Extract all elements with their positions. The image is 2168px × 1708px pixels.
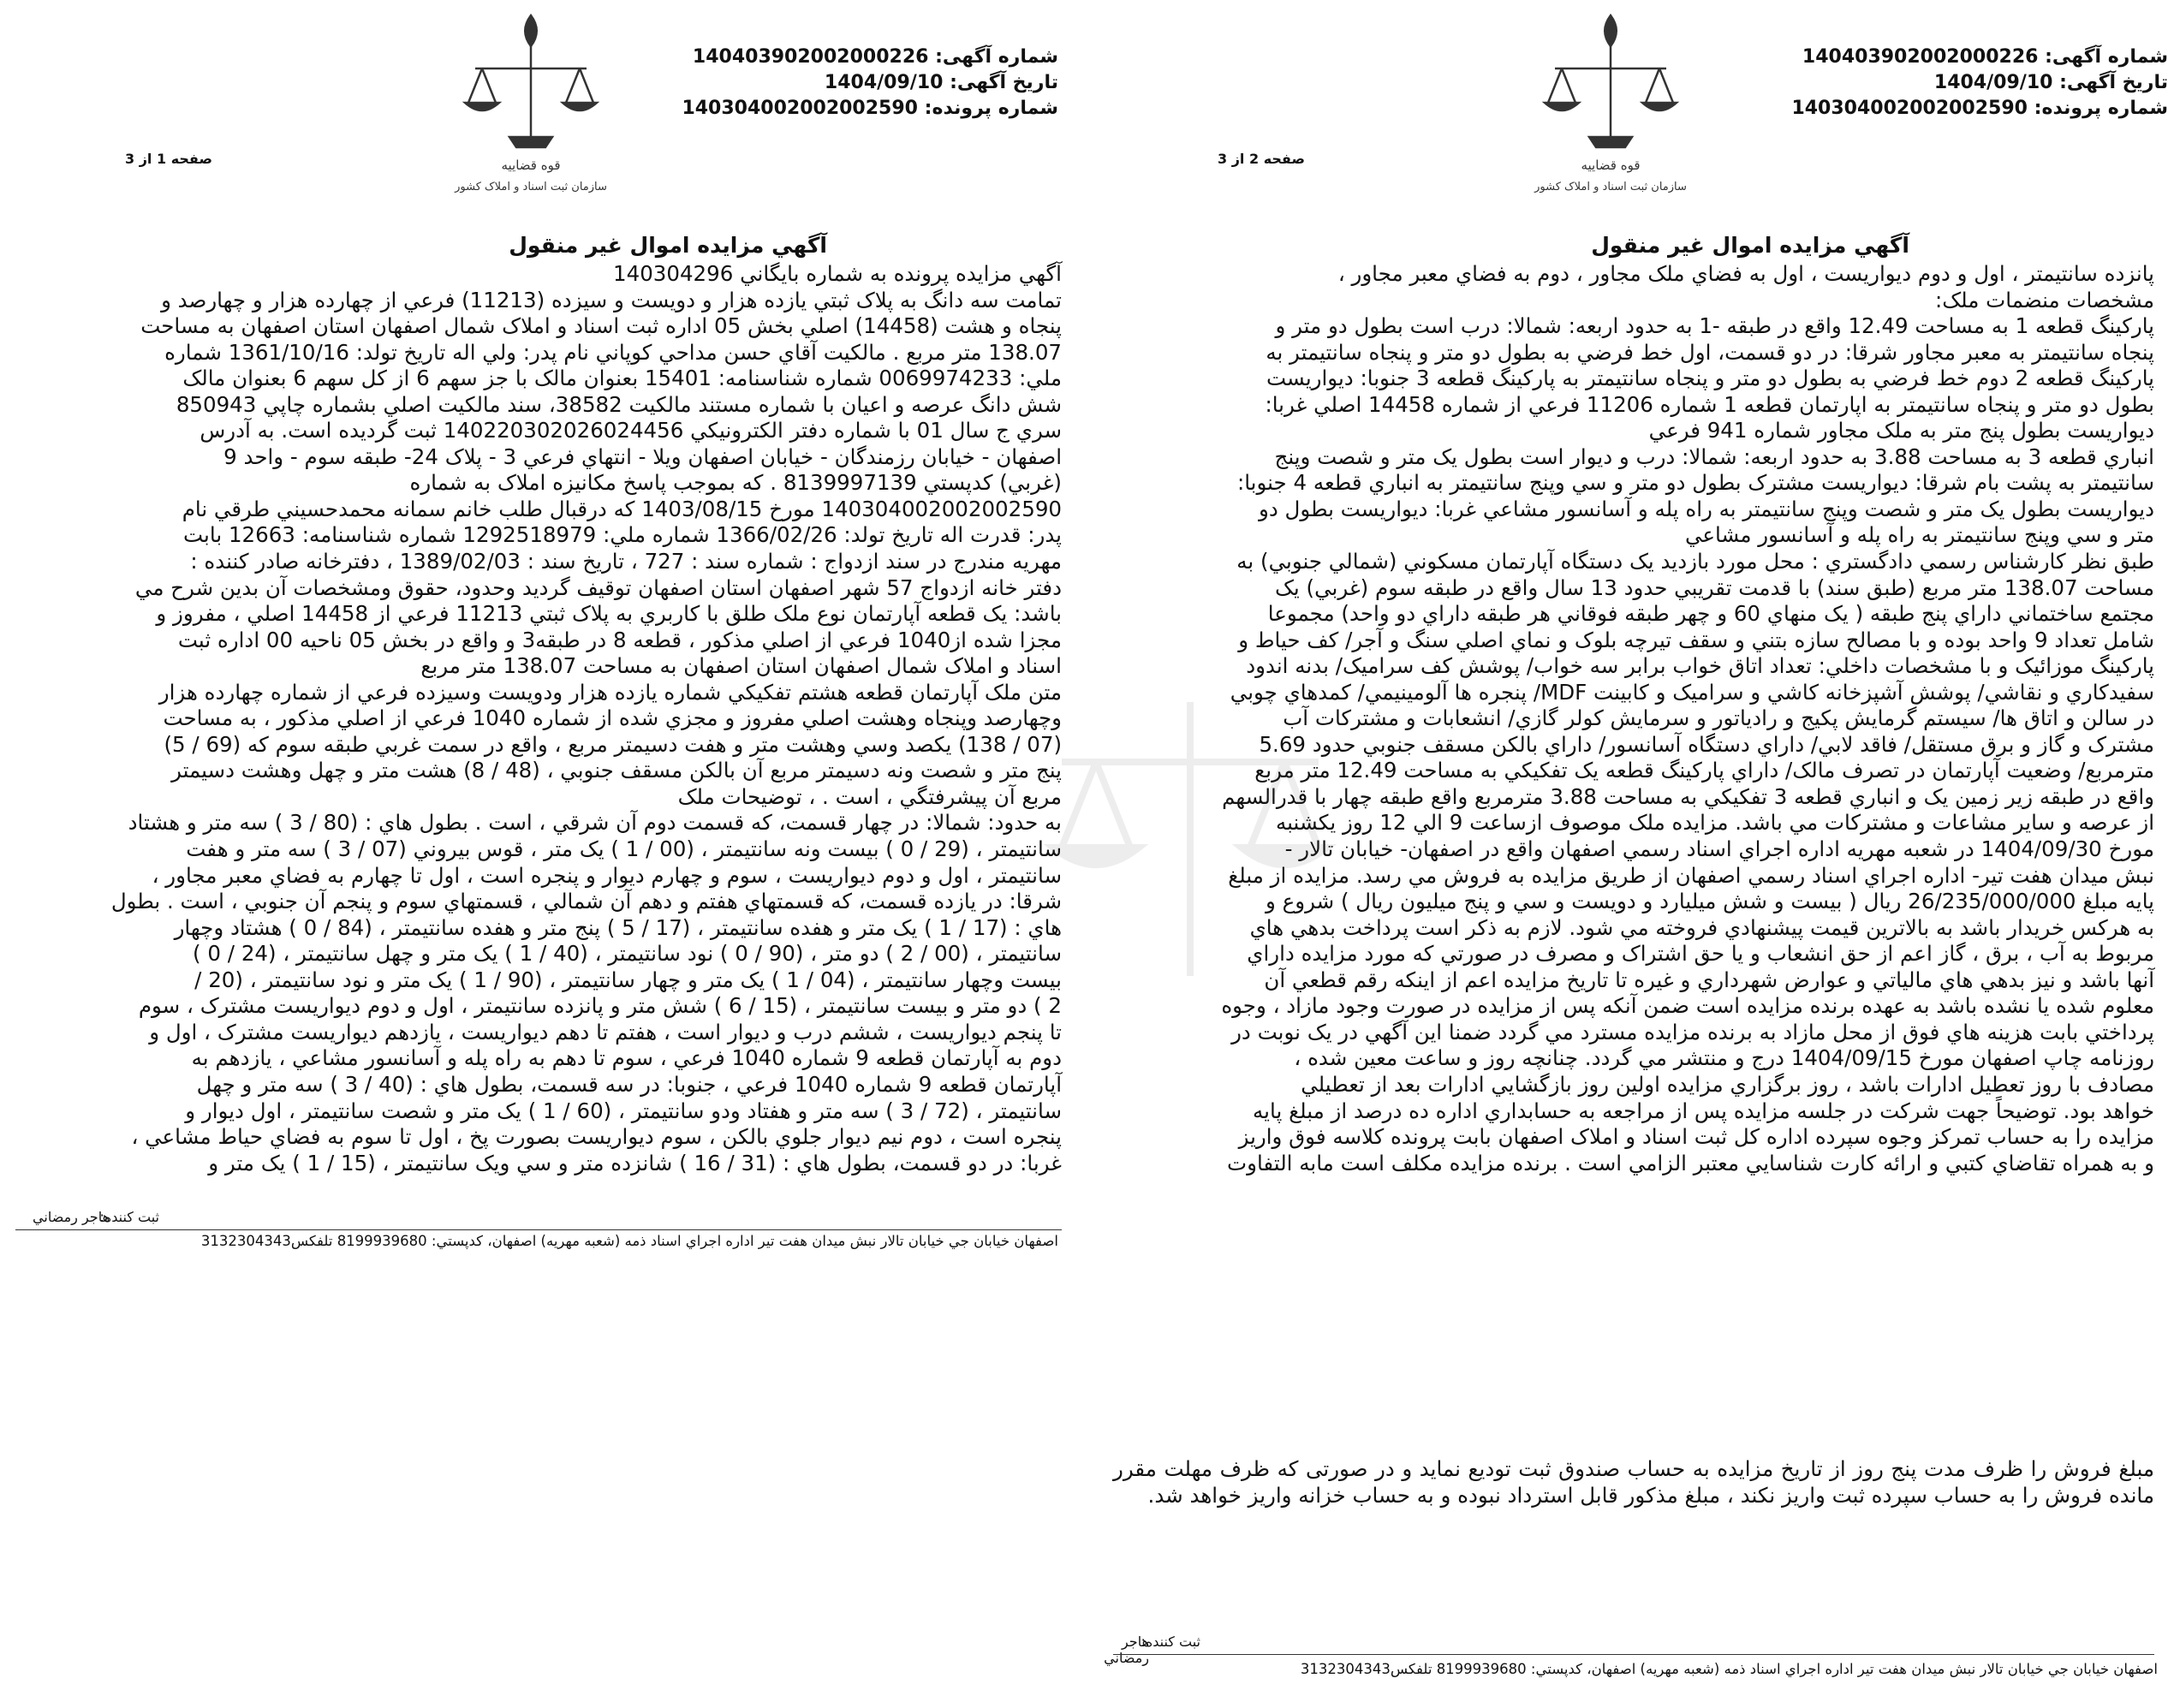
text-line: شرقا: در يازده قسمت، که قسمتهاي هفتم و دهم آن شمالي ، قسمتهاي سوم و پنجم آن جنوبي ، است . بطول <box>110 889 1062 914</box>
ad-meta <box>1791 45 2168 122</box>
registrar-label: ثبت کننده: <box>99 1209 159 1225</box>
text-line: مساحت 138.07 متر مربع (طبق سند) با قدمت تقريبي حدود 13 سال واقع در طبقه سوم (غربي) يک <box>1274 574 2154 600</box>
ad-number-label: شماره آگهی: <box>935 46 1058 68</box>
text-line: ديواريست بطول يک متر و شصت وپنج سانتيمتر به راه پله و آسانسور مشاعي غربا: ديواريست بطول دو <box>1258 496 2154 521</box>
footer-divider <box>1113 1654 2154 1655</box>
text-line: آپارتمان قطعه 9 شماره 1040 فرعي ، جنوبا: در سه قسمت، بطول هاي : (40 / 3 ) سه متر و چهل <box>196 1071 1062 1097</box>
text-line: دوم به آپارتمان قطعه 9 شماره 1040 فرعي ، سوم تا دهم به راه پله و آسانسور مشاعي ، يازدهم به <box>191 1045 1062 1071</box>
text-line: بطول دو متر و پنجاه سانتيمتر به اپارتمان قطعه 1 شماره 11206 فرعي از شماره 14458 اصلي غربا: <box>1265 391 2154 417</box>
text-line: (07 / 138) يکصد وسي وهشت متر و هفت دسيمتر مربع ، واقع در سمت غربي طبقه سوم که (69 / 5) <box>164 731 1062 757</box>
svg-text:قوه قضاییه: قوه قضاییه <box>1581 158 1641 173</box>
text-line: هاي : (17 / 1 ) يک متر و هفده سانتيمتر ، (17 / 5 ) پنج متر و هفده سانتيمتر ، (84 / 0 ) هشتاد وچهار <box>174 914 1062 940</box>
svg-text:سازمان ثبت اسناد و املاک کشور: سازمان ثبت اسناد و املاک کشور <box>455 181 607 193</box>
text-line: غربا: در دو قسمت، بطول هاي : (31 / 16 ) شانزده متر و سي ويک سانتيمتر ، (15 / 1 ) يک متر و <box>208 1150 1062 1175</box>
text-line: روزنامه چاپ اصفهان مورخ 1404/09/15 درج و منتشر مي گردد. چنانچه روز و ساعت معين شده ، <box>1294 1045 2154 1071</box>
text-line: پنجره است ، دوم نيم ديوار جلوي بالکن ، سوم ديواريست بصورت پخ ، اول تا سوم به فضاي حياط مشاعي ، <box>131 1124 1062 1150</box>
ad-number: 140403902002000226 <box>1802 46 2039 68</box>
registrar-label: ثبت کننده: <box>1141 1634 1200 1650</box>
footer-address: اصفهان خيابان جي خيابان تالار نبش ميدان هفت تير اداره اجراي اسناد ذمه (شعبه مهريه) اصفهان، کدپستي: 8199939680 تلفکس3132304343 <box>200 1233 1058 1249</box>
case-number: 140304002002002590 <box>682 98 918 119</box>
text-line: سانتيمتر ، اول و دوم ديواريست ، سوم و چهارم ديوار و پنجره است ، اول تا چهارم به فضاي معبر مجاور ، <box>152 862 1062 888</box>
page-indicator: صفحه 1 از 3 <box>125 151 212 167</box>
text-line: اصفهان - خيابان رزمندگان - خيابان اصفهان ويلا - انتهاي فرعي 3 - پلاک 24- طبقه سوم - واحد 9 <box>223 443 1062 469</box>
text-line: انباري قطعه 3 به مساحت 3.88 به حدود اربعه: شمالا: درب و ديوار است بطول يک متر و شصت وپنج <box>1274 443 2154 469</box>
text-line: پدر: قدرت اله تاريخ تولد: 1366/02/26 شماره ملي: 1292518979 شماره شناسنامه: 12663 بابت <box>183 522 1062 548</box>
closing-paragraph: مبلغ فروش را ظرف مدت پنج روز از تاريخ مزايده به حساب صندوق ثبت توديع نمايد و در صورتی که ظرف مهلت مقرر مانده فروش را به حساب سپرده ثبت واريز نکند ، مبلغ مذکور قابل استرداد نبوده و به حساب خزانه واريز خواهد شد. <box>1113 1456 2154 1508</box>
text-line: خواهد بود. توضيحاً جهت شرکت در جلسه مزايده پس از مراجعه به حسابداري اداره ده درصد از مبلغ پايه <box>1253 1098 2154 1123</box>
text-line: دفتر خانه ازدواج 57 شهر اصفهان استان اصفهان توقيف گرديد وحدود، حقوق ومشخصات آن بدين شرح مي <box>134 574 1062 600</box>
text-line: متن ملک آپارتمان قطعه هشتم تفکيکي شماره يازده هزار ودويست وسيزده فرعي از شماره چهارده هزار <box>158 679 1062 705</box>
text-line: تمامت سه دانگ به پلاک ثبتي يازده هزار و دويست و سيزده (11213) فرعي از چهارده هزار و چهارصد و <box>161 287 1062 312</box>
text-line: شش دانگ عرصه و اعيان با شماره مستند مالکيت 38582، سند مالکيت اصلي بشماره چاپي 850943 <box>176 391 1062 417</box>
text-line: باشد: يک قطعه آپارتمان نوع ملک طلق با کاربري به پلاک ثبتي 11213 فرعي از 14458 اصلي ، مفروز و <box>156 601 1062 627</box>
text-line: پارکينگ موزائيک و با مشخصات داخلي: تعداد اتاق خواب برابر سه خواب/ پوشش کف سراميک/ بدنه اندود <box>1246 653 2154 679</box>
text-line: از عرصه و ساير مشاعات و مشترکات مي باشد. مزايده ملک موصوف ازساعت 9 الي 12 روز يکشنبه <box>1276 810 2154 836</box>
text-line: مجتمع ساختماني داراي پنج طبقه ( يک منهاي 60 و چهر طبقه فوقاني هر طبقه داراي دو واحد) مجموعا <box>1267 601 2154 627</box>
text-line: مشترک و گاز و برق مستقل/ فاقد لابي/ داراي دستگاه آسانسور/ داراي بالکن مسقف جنوبي حدود 5.69 <box>1259 731 2154 757</box>
text-line: (غربي) کدپستي 8139997139 . که بموجب پاسخ مکانيزه املاک به شماره <box>409 470 1062 496</box>
text-line: سري ج سال 01 با شماره دفتر الکترونيکي 140220302026024456 ثبت گرديده است. به آدرس <box>200 418 1062 443</box>
text-line: پارکينگ قطعه 1 به مساحت 12.49 واقع در طبقه -1 به حدود اربعه: شمالا: درب است بطول دو متر و <box>1275 313 2154 339</box>
registrar-name: هاجر رمضاني <box>1104 1634 1149 1666</box>
ad-date-label: تاریخ آگهی: <box>2059 72 2168 93</box>
text-line: تا پنجم ديواريست ، ششم درب و ديوار است ، هفتم تا دهم ديواريست ، يازدهم ديواريست مشترک ، اول و <box>149 1019 1062 1044</box>
text-line: نبش ميدان هفت تير- اداره اجراي اسناد رسمي اصفهان از طريق مزايده به فروش مي رسد. مزايده از مبلغ <box>1228 862 2154 888</box>
svg-text:قوه قضاییه: قوه قضاییه <box>501 158 561 173</box>
text-line: بيست وچهار سانتيمتر ، (04 / 1 ) يک متر و چهار سانتيمتر ، (90 / 1 ) يک متر و نود سانتيمتر ، (20 / <box>194 967 1062 992</box>
text-line: طبق نظر کارشناس رسمي دادگستري : محل مورد بازديد يک دستگاه آپارتمان مسکوني (شمالي جنوبي) به <box>1236 549 2154 574</box>
text-line: مورخ 1404/09/30 در شعبه مهريه اداره اجراي اسناد رسمي اصفهان واقع در اصفهان- خيابان تالار - <box>1284 836 2154 862</box>
text-line: مشخصات منضمات ملک: <box>1934 287 2154 312</box>
ad-number: 140403902002000226 <box>692 46 929 68</box>
judiciary-emblem-icon <box>450 9 612 201</box>
text-line: سانتيمتر ، (72 / 3 ) سه متر و هفتاد ودو سانتيمتر ، (60 / 1 ) يک متر و شصت سانتيمتر ، اول ديوار و <box>185 1098 1062 1123</box>
text-line: مصادف با روز تعطيل ادارات باشد ، روز برگزاري مزايده اولين روز بازگشايي ادارات بعد از تعطيلي <box>1301 1071 2154 1097</box>
text-line: وچهارصد وپنجاه وهشت اصلي مفروز و مجزي شده از شماره 1040 فرعي از اصلي مذکور ، به مساحت <box>163 705 1062 731</box>
text-line: سانتيمتر به پشت بام شرقا: ديواريست مشترک بطول دو متر و سي وپنج سانتيمتر به انباري قطعه 4 جنوبا: <box>1236 470 2154 496</box>
announcement-title: آگهي مزايده اموال غير منقول <box>509 233 827 258</box>
text-line: پرداختي بابت هزينه هاي فوق از محل مازاد به برنده مزايده مسترد مي گردد ضمنا اين آگهي در يک نوبت در <box>1231 1019 2154 1044</box>
announcement-title: آگهي مزايده اموال غير منقول <box>1591 233 1909 258</box>
ad-date-label: تاریخ آگهی: <box>950 72 1058 93</box>
text-line: 2 ) دو متر و بيست سانتيمتر ، (15 / 6 ) شش متر و پانزده سانتيمتر ، اول و دوم ديواريست مشترک ، سوم <box>138 993 1062 1019</box>
text-line: اسناد و املاک شمال اصفهان استان اصفهان به مساحت 138.07 متر مربع <box>420 653 1062 679</box>
text-line: پنج متر و شصت ونه دسيمتر مربع آن بالکن مسقف جنوبي ، (48 / 8) هشت متر و چهل وهشت دسيمتر <box>171 758 1062 783</box>
ad-number-label: شماره آگهی: <box>2045 46 2168 68</box>
ad-date: 1404/09/10 <box>824 72 944 93</box>
text-line: پايه مبلغ 26/235/000/000 ريال ( بيست و شش ميليارد و دويست و سي و پنج ميليون ريال ) شروع و <box>1266 889 2154 914</box>
announcement-body <box>15 261 1062 1176</box>
ad-meta <box>682 45 1058 122</box>
text-line: متر و سي وپنج سانتيمتر به راه پله و آسانسور مشاعي <box>1685 522 2154 548</box>
registrar-name: هاجر رمضاني <box>33 1209 110 1225</box>
text-line: به هرکس خريدار باشد به بالاترين قيمت پيشنهادي فروخته مي شود. لازم به ذکر است پرداخت بدهي هاي <box>1249 914 2154 940</box>
text-line: به حدود: شمالا: در چهار قسمت، که قسمت دوم آن شرقي ، است . بطول هاي : (80 / 3 ) سه متر و هشتاد <box>128 810 1062 836</box>
text-line: مزايده را به حساب تمرکز وجوه سپرده اداره کل ثبت اسناد و املاک اصفهان بابت پرونده کلاسه فوق واريز <box>1238 1124 2154 1150</box>
text-line: پنجاه و هشت (14458) اصلي بخش 05 اداره ثبت اسناد و املاک شمال اصفهان استان اصفهان به مساحت <box>140 313 1062 339</box>
text-line: پنجاه سانتيمتر به معبر مجاور شرقا: در دو قسمت، اول خط فرضي به بطول دو متر و پنجاه سانتيمتر به <box>1266 339 2154 365</box>
text-line: سفيدکاري و نقاشي/ پوشش آشپزخانه کاشي و سراميک و کابينت MDF/ پنجره ها آلومينيمي/ کمدهاي چوبي <box>1230 679 2154 705</box>
text-line: پانزده سانتيمتر ، اول و دوم ديواريست ، اول به فضاي ملک مجاور ، دوم به فضاي معبر مجاور ، <box>1337 261 2154 286</box>
text-line: مربع آن پيشرفتگي ، است . ، توضيحات ملک <box>677 783 1062 809</box>
text-line: مربوط به آب ، برق ، گاز اعم از حق انشعاب و يا حق اشتراک و مصرف در صورتي که مورد مزايده داراي <box>1247 941 2154 967</box>
text-line: پارکينگ قطعه 2 دوم خط فرضي به بطول دو متر و پنجاه سانتيمتر به پارکينگ قطعه 3 جنوبا: ديواريست <box>1266 366 2154 391</box>
text-line: آگهي مزايده پرونده به شماره بايگاني 140304296 <box>613 261 1062 286</box>
text-line: 138.07 متر مربع . مالکيت آقاي حسن مداحي کوپاني نام پدر: ولي اله تاريخ تولد: 1361/10/16 شماره <box>164 339 1062 365</box>
text-line: مجزا شده از1040 فرعي از اصلي مذکور ، قطعه 8 در طبقه3 و واقع در بخش 05 ناحيه 00 اداره ثبت <box>177 627 1062 652</box>
page-indicator: صفحه 2 از 3 <box>1218 151 1305 167</box>
ad-date: 1404/09/10 <box>1933 72 2053 93</box>
text-line: 140304002002002590 مورخ 1403/08/15 که درقبال طلب خانم سمانه محمدحسيني طرقي نام <box>182 496 1062 521</box>
text-line: سانتيمتر ، (29 / 0 ) بيست ونه سانتيمتر ، (00 / 1 ) يک متر ، قوس بيروني (07 / 3 ) سه متر و هفت <box>186 836 1062 862</box>
text-line: مهريه مندرج در سند ازدواج : شماره سند : 727 ، تاريخ سند : 1389/02/03 ، دفترخانه صادر کننده : <box>190 549 1062 574</box>
text-line: شامل تعداد 9 واحد بوده و با مصالح سازه بتني و سقف تيرچه بلوک و نماي اصلي سنگ و آجر/ کف حياط و <box>1238 627 2154 652</box>
footer-divider <box>15 1229 1062 1230</box>
judiciary-emblem-icon <box>1529 9 1692 201</box>
page-header <box>1084 0 2168 205</box>
page-header <box>0 0 1084 205</box>
svg-text:سازمان ثبت اسناد و املاک کشور: سازمان ثبت اسناد و املاک کشور <box>1534 181 1687 193</box>
scales-watermark-icon <box>1027 668 1353 1027</box>
text-line: ملي: 0069974233 شماره شناسنامه: 15401 بعنوان مالک با جز سهم 6 از کل سهم 6 بعنوان مالک <box>182 366 1062 391</box>
case-number-label: شماره پرونده: <box>2034 98 2168 119</box>
text-line: واقع در طبقه زير زمين يک و انباري قطعه 3 تفکيکي به مساحت 3.88 مترمربع واقع طبقه چهار با قدرالسهم <box>1222 783 2154 809</box>
case-number: 140304002002002590 <box>1791 98 2028 119</box>
text-line: در سالن و اتاق ها/ سيستم گرمايش پکيج و رادياتور و سرمايش کولر گازي/ انشعابات و مشترکات آب <box>1283 705 2154 731</box>
footer-address: اصفهان خيابان جي خيابان تالار نبش ميدان هفت تير اداره اجراي اسناد ذمه (شعبه مهريه) اصفهان، کدپستي: 8199939680 تلفکس3132304343 <box>1300 1661 2158 1677</box>
text-line: معلوم شده يا نشده باشد به عهده برنده مزايده است ضمن آنکه پس از مزايده در صورت وجود مازاد ، وجوه <box>1221 993 2154 1019</box>
text-line: ديواريست بطول پنج متر به ملک مجاور شماره 941 فرعي <box>1648 418 2154 443</box>
case-number-label: شماره پرونده: <box>924 98 1058 119</box>
text-line: سانتيمتر ، (00 / 2 ) دو متر ، (90 / 0 ) نود سانتيمتر ، (40 / 1 ) يک متر و چهل سانتيمتر ، (24 / 0 ) <box>193 941 1062 967</box>
text-line: مترمربع/ وضعيت آپارتمان در تصرف مالک/ داراي پارکينگ قطعه يک تفکيکي به مساحت 12.49 متر مربع <box>1254 758 2154 783</box>
text-line: و به همراه تقاضاي کتبي و ارائه کارت شناسايي معتبر الزامي است . برنده مزايده مکلف است مابه التفاوت <box>1227 1150 2154 1175</box>
text-line: آنها باشد و نيز بدهي هاي مالياتي و عوارض شهرداري و غيره تا تاريخ مزايده اعم از اينکه رقم قطعي آن <box>1264 967 2154 992</box>
